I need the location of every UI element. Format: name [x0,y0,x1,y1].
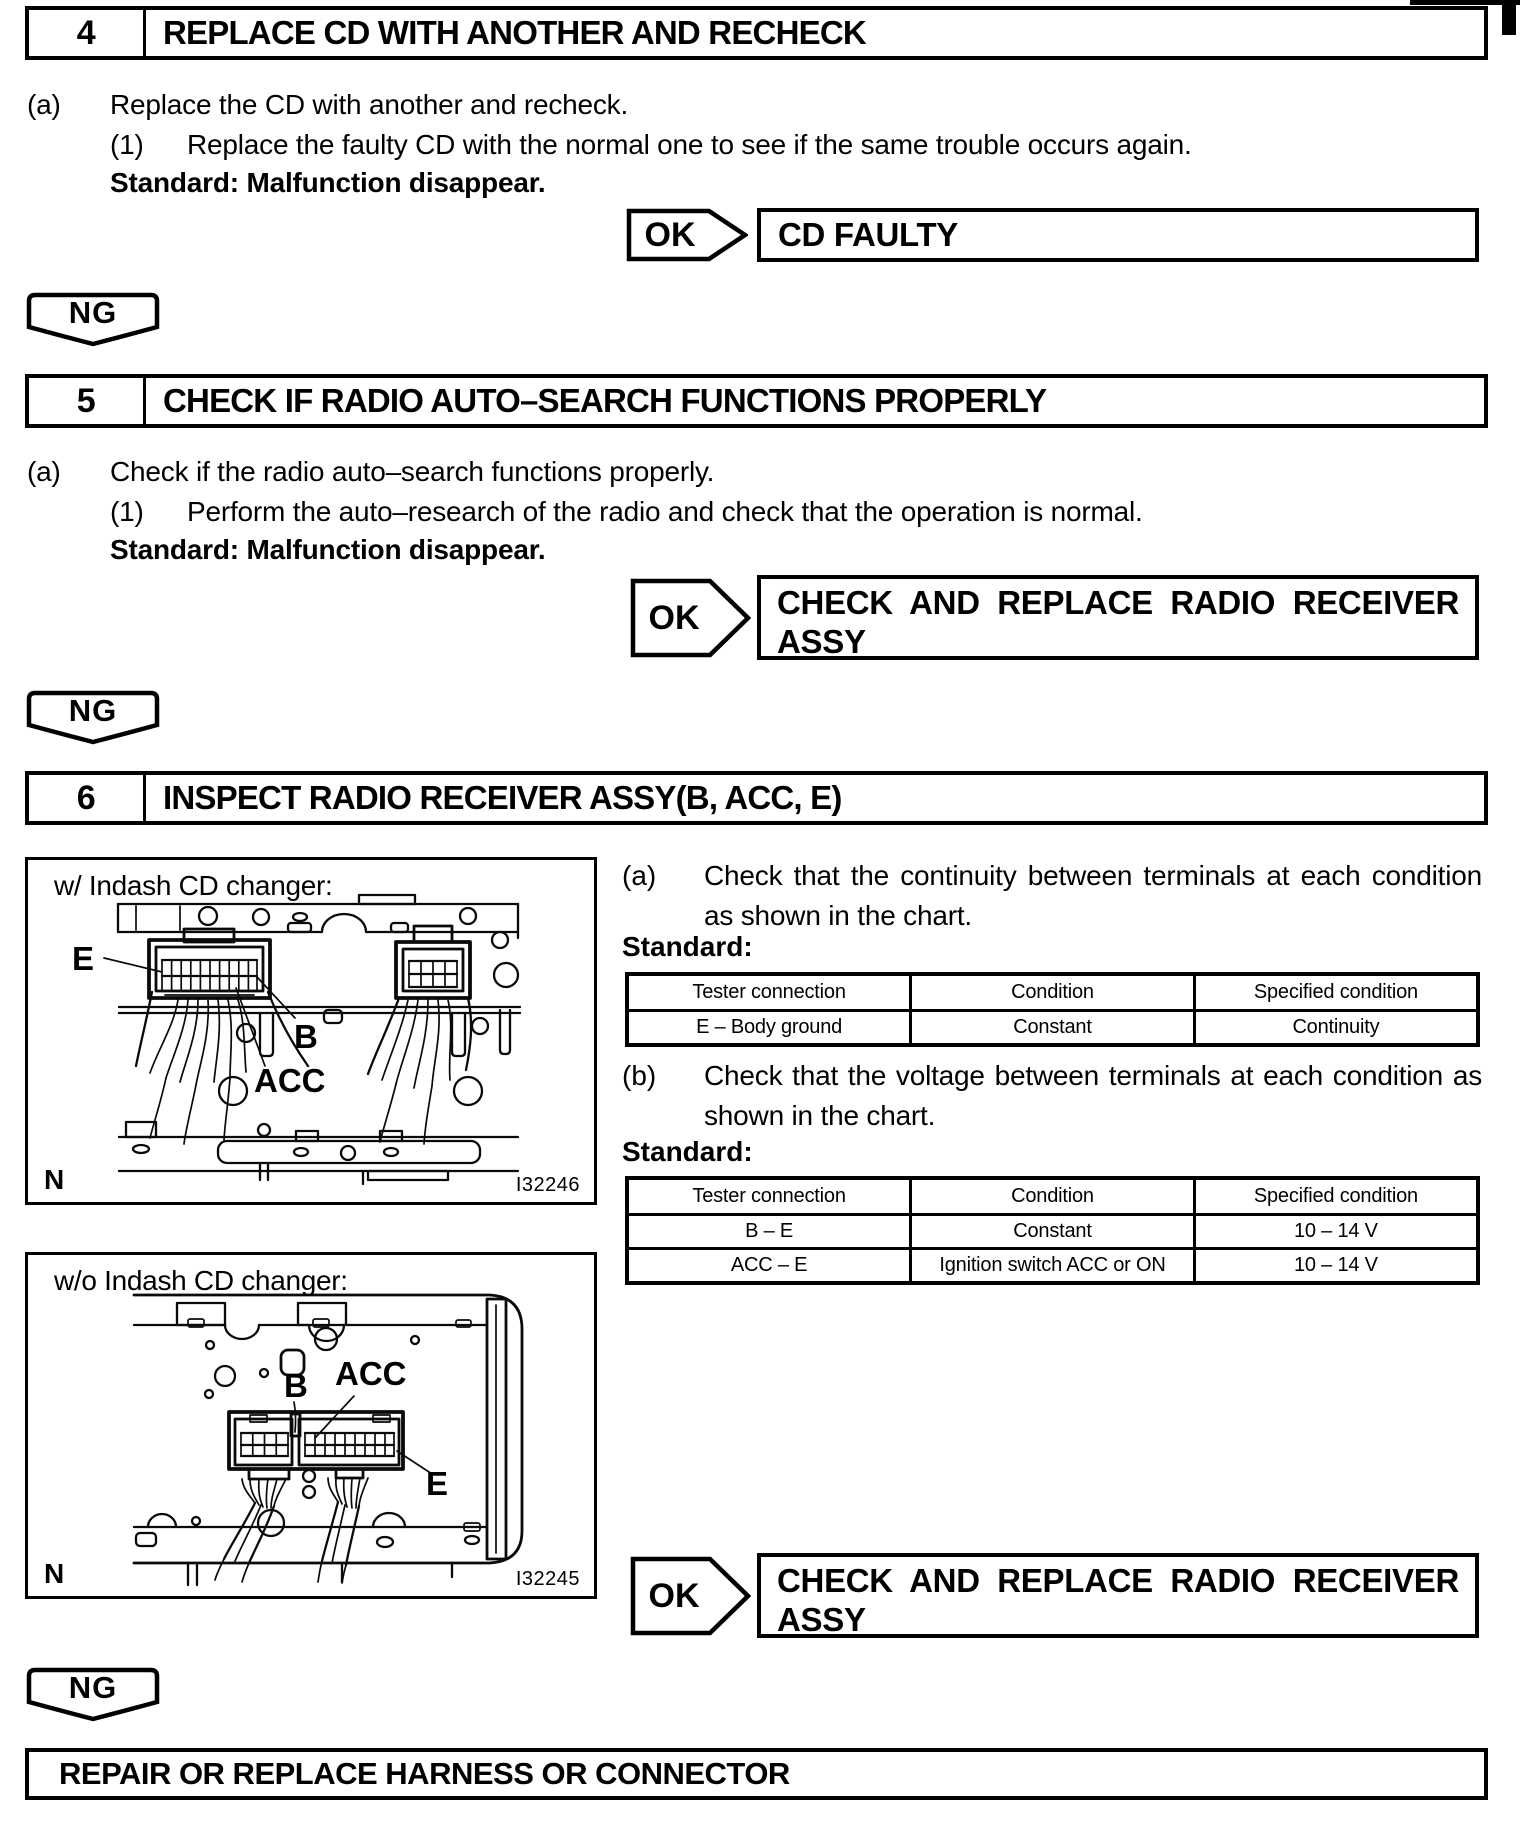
ok-result-text: CD FAULTY [778,216,959,253]
voltage-table [625,1176,1480,1285]
scan-artifact [1502,5,1516,35]
step4-standard [110,166,545,200]
col-specified-condition: Specified condition [1194,1178,1478,1215]
step6-number: 6 [29,775,146,821]
step5-standard [110,533,545,567]
step4-header [25,6,1488,60]
ok-arrow-icon [630,1556,751,1636]
cell-tester-connection: ACC – E [627,1249,911,1284]
ok-result-text: CHECK AND REPLACE RADIO RECEIVER ASSY [777,584,1459,660]
step5-number: 5 [29,378,146,424]
cell-specified-condition: 10 – 14 V [1194,1249,1478,1284]
ok-label: OK [648,1576,700,1615]
col-condition: Condition [911,974,1195,1011]
step4-number: 4 [29,10,146,56]
ok-result-text: CHECK AND REPLACE RADIO RECEIVER ASSY [777,1562,1459,1638]
ng-badge [25,1666,161,1723]
ok-arrow-icon [630,578,751,658]
item-text: Check that the continuity between terminals at each condition as shown in the chart. [704,860,1482,931]
cell-condition: Constant [911,1011,1195,1046]
step5-header [25,374,1488,428]
table-row [627,1011,1478,1046]
col-condition: Condition [911,1178,1195,1215]
step6-header [25,771,1488,825]
item-label: (a) [27,89,61,120]
step4-title: REPLACE CD WITH ANOTHER AND RECHECK [163,14,866,51]
step5-title: CHECK IF RADIO AUTO–SEARCH FUNCTIONS PROPERLY [163,382,1047,419]
cell-specified-condition: Continuity [1194,1011,1478,1046]
terminal-label-acc: ACC [335,1355,407,1392]
figure-corner-mark: N [44,1558,65,1589]
item-text: Replace the CD with another and recheck. [110,89,629,120]
radio-rear-diagram [28,1255,594,1596]
ng-label: NG [68,693,118,728]
item-text: Check that the voltage between terminals at each condition as shown in the chart. [704,1060,1482,1131]
figure-caption: w/ Indash CD changer: [54,870,333,901]
item-label: (a) [27,456,61,487]
item-label: (b) [622,1060,657,1091]
ok-label: OK [644,215,696,254]
terminal-label-e: E [426,1465,449,1502]
terminal-label-e: E [72,940,95,977]
terminal-label-acc: ACC [254,1062,326,1099]
step5-item-a [27,455,714,489]
figure-without-cd-changer [25,1252,597,1599]
figure-ref-number: I32246 [515,1174,580,1196]
table-row [627,1215,1478,1249]
figure-corner-mark: N [44,1164,65,1195]
cell-condition: Constant [911,1215,1195,1249]
step4-ok-result-box [757,208,1479,262]
ng-badge [25,689,161,746]
step6-item-b [622,1056,1482,1136]
figure-with-cd-changer [25,857,597,1205]
step5-ok-result-box [757,575,1479,660]
item-text: Check if the radio auto–search functions properly. [110,456,715,487]
sub-text: Perform the auto–research of the radio and check that the operation is normal. [187,496,1143,527]
standard-text: Standard: Malfunction disappear. [110,167,546,198]
ng-badge [25,291,161,348]
table-header-row [627,1178,1478,1215]
terminal-label-b: B [284,1367,308,1404]
ng-label: NG [68,1670,118,1705]
ok-arrow-icon [626,208,748,262]
standard-text: Standard: Malfunction disappear. [110,534,546,565]
step6-item-a [622,856,1482,936]
final-action-text: REPAIR OR REPLACE HARNESS OR CONNECTOR [59,1756,790,1791]
col-tester-connection: Tester connection [627,974,911,1011]
step4-item-a [27,88,628,122]
terminal-label-b: B [294,1018,318,1055]
figure-caption: w/o Indash CD changer: [54,1265,348,1296]
cell-specified-condition: 10 – 14 V [1194,1215,1478,1249]
table-header-row [627,974,1478,1011]
col-tester-connection: Tester connection [627,1178,911,1215]
step6-standard-a: Standard: [622,931,753,962]
ng-label: NG [68,295,118,330]
sub-label: (1) [110,129,144,160]
figure-ref-number: I32245 [515,1568,580,1590]
cell-tester-connection: E – Body ground [627,1011,911,1046]
cell-tester-connection: B – E [627,1215,911,1249]
step5-item-a1 [110,495,1143,529]
final-action-box [25,1748,1488,1800]
item-label: (a) [622,860,657,891]
cell-condition: Ignition switch ACC or ON [911,1249,1195,1284]
ok-label: OK [648,598,700,637]
col-specified-condition: Specified condition [1194,974,1478,1011]
sub-text: Replace the faulty CD with the normal one to see if the same trouble occurs again. [187,129,1192,160]
step6-title: INSPECT RADIO RECEIVER ASSY(B, ACC, E) [163,779,842,816]
table-row [627,1249,1478,1284]
step6-standard-b: Standard: [622,1136,753,1167]
step4-item-a1 [110,128,1192,162]
sub-label: (1) [110,496,144,527]
step6-ok-result-box [757,1553,1479,1638]
continuity-table [625,972,1480,1047]
